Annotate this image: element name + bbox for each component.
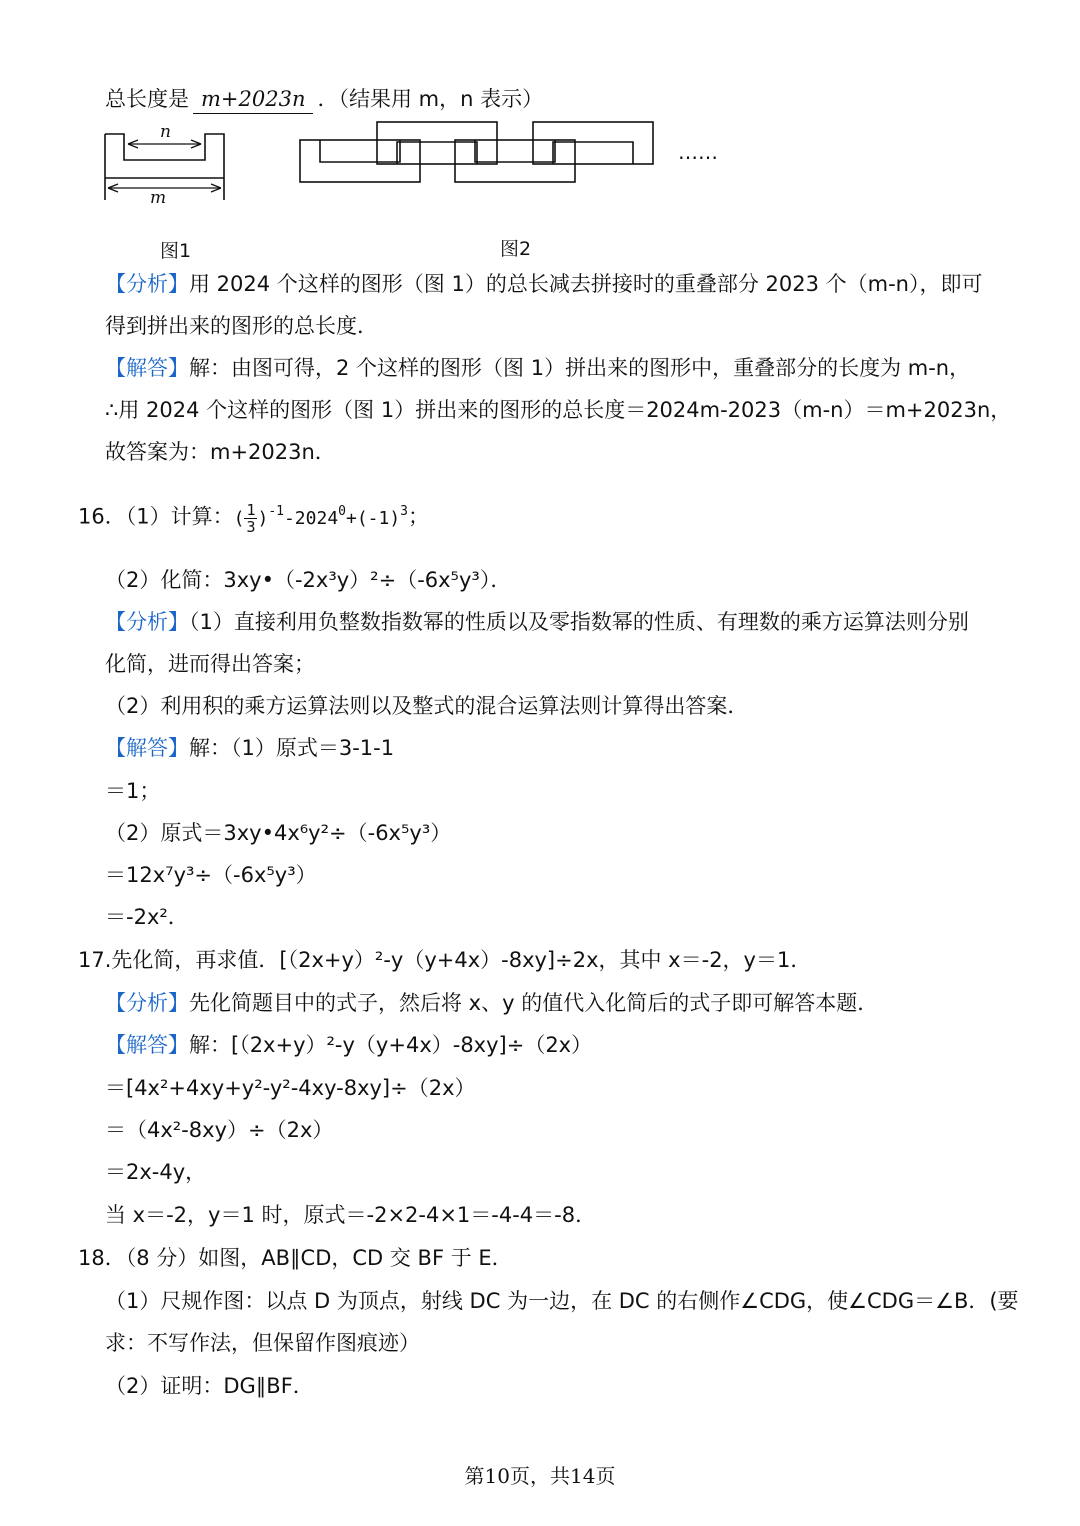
- q15-analysis: [105, 270, 982, 298]
- q18-part1: （1）尺规作图：以点 D 为顶点，射线 DC 为一边，在 DC 的右侧作∠CDG，使∠CDG＝∠B．(要: [105, 1289, 1019, 1313]
- analysis-tag: 【分析】: [105, 991, 189, 1015]
- q17-solution-4: ＝2x-4y，: [105, 1160, 207, 1184]
- fig2-caption: 图2: [500, 238, 532, 260]
- figure-2: [295, 118, 665, 188]
- fraction-numerator: 1: [246, 501, 256, 519]
- q16-end: ；: [408, 504, 429, 529]
- q15-solution-2: ∴用 2024 个这样的图形（图 1）拼出来的图形的总长度＝2024m-2023（m-n）＝m+2023n，: [105, 398, 1012, 422]
- analysis-text: 用 2024 个这样的图形（图 1）的总长减去拼接时的重叠部分 2023 个（m-n），即可: [189, 272, 983, 296]
- term-neg1: +(-1): [345, 507, 401, 529]
- q16-solution-2: ＝1；: [105, 779, 161, 803]
- q16-solution-3: （2）原式＝3xy•4x⁶y²÷（-6x⁵y³）: [105, 821, 452, 845]
- q18-title: 18．（8 分）如图，AB∥CD，CD 交 BF 于 E．: [78, 1246, 513, 1270]
- q17-title: 17.先化简，再求值．[（2x+y）²-y（y+4x）-8xy]÷2x，其中 x＝-2，y＝1．: [78, 948, 812, 972]
- fig1-label-m: m: [150, 188, 167, 208]
- q15-analysis-cont: 得到拼出来的图形的总长度．: [105, 314, 378, 338]
- solution-tag: 【解答】: [105, 1033, 189, 1057]
- answer-prefix: 总长度是: [105, 87, 189, 111]
- solution-tag: 【解答】: [105, 356, 189, 380]
- fig2-ellipsis: ……: [678, 140, 718, 164]
- q17-solution-3: ＝（4x²-8xy）÷（2x）: [105, 1118, 334, 1142]
- exponent-0: 0: [338, 503, 346, 519]
- q18-part1-cont: 求：不写作法，但保留作图痕迹）: [105, 1331, 420, 1355]
- exponent-3: 3: [400, 503, 408, 519]
- analysis-tag: 【分析】: [105, 272, 189, 296]
- q15-solution-3: 故答案为：m+2023n．: [105, 440, 336, 464]
- q16-label: 16．（1）计算：: [78, 504, 234, 529]
- q16-analysis-2: （2）利用积的乘方运算法则以及整式的混合运算法则计算得出答案．: [105, 694, 749, 718]
- fig1-caption: 图1: [160, 240, 192, 262]
- q16-analysis: [105, 608, 969, 636]
- answer-value: m+2023n: [201, 87, 306, 111]
- solution-text: 解：[（2x+y）²-y（y+4x）-8xy]÷（2x）: [189, 1033, 593, 1057]
- solution-text: 解：（1）原式＝3-1-1: [189, 736, 395, 760]
- q17-solution-2: ＝[4x²+4xy+y²-y²-4xy-8xy]÷（2x）: [105, 1076, 476, 1100]
- q15-solution: [105, 354, 970, 382]
- exponent-neg1: -1: [268, 503, 284, 519]
- fraction-denominator: 3: [246, 518, 256, 536]
- analysis-text: （1）直接利用负整数指数幂的性质以及零指数幂的性质、有理数的乘方运算法则分别: [189, 610, 969, 634]
- answer-suffix: ．（结果用 m，n 表示）: [317, 87, 544, 111]
- solution-text: 解：由图可得，2 个这样的图形（图 1）拼出来的图形中，重叠部分的长度为 m-n，: [189, 356, 971, 380]
- fraction: [244, 502, 257, 535]
- q17-solution-5: 当 x＝-2，y＝1 时，原式＝-2×2-4×1＝-4-4＝-8．: [105, 1203, 597, 1227]
- page-footer: 第10页，共14页: [464, 1464, 616, 1488]
- q17-solution: [105, 1031, 592, 1059]
- q18-part2: （2）证明：DG∥BF．: [105, 1374, 314, 1398]
- fig1-label-n: n: [160, 122, 171, 142]
- term-2024: -2024: [283, 507, 339, 529]
- q16-solution-5: ＝-2x²．: [105, 905, 189, 929]
- q17-analysis: [105, 989, 878, 1017]
- answer-blank: [193, 85, 313, 114]
- q16-part2: （2）化简：3xy•（-2x³y）²÷（-6x⁵y³）．: [105, 568, 512, 592]
- q16-expression: ( $\frac{1}{3}$ )$^{-1}-2024^0+(-1)^3$: [233, 501, 408, 536]
- q16-solution-4: ＝12x⁷y³÷（-6x⁵y³）: [105, 863, 317, 887]
- q16-analysis-cont: 化简，进而得出答案；: [105, 652, 315, 676]
- q16-solution: [105, 734, 394, 762]
- solution-tag: 【解答】: [105, 736, 189, 760]
- answer-line-q15: [105, 85, 543, 114]
- analysis-text: 先化简题目中的式子，然后将 x、y 的值代入化简后的式子即可解答本题．: [189, 991, 879, 1015]
- q16-title: [78, 502, 429, 535]
- analysis-tag: 【分析】: [105, 610, 189, 634]
